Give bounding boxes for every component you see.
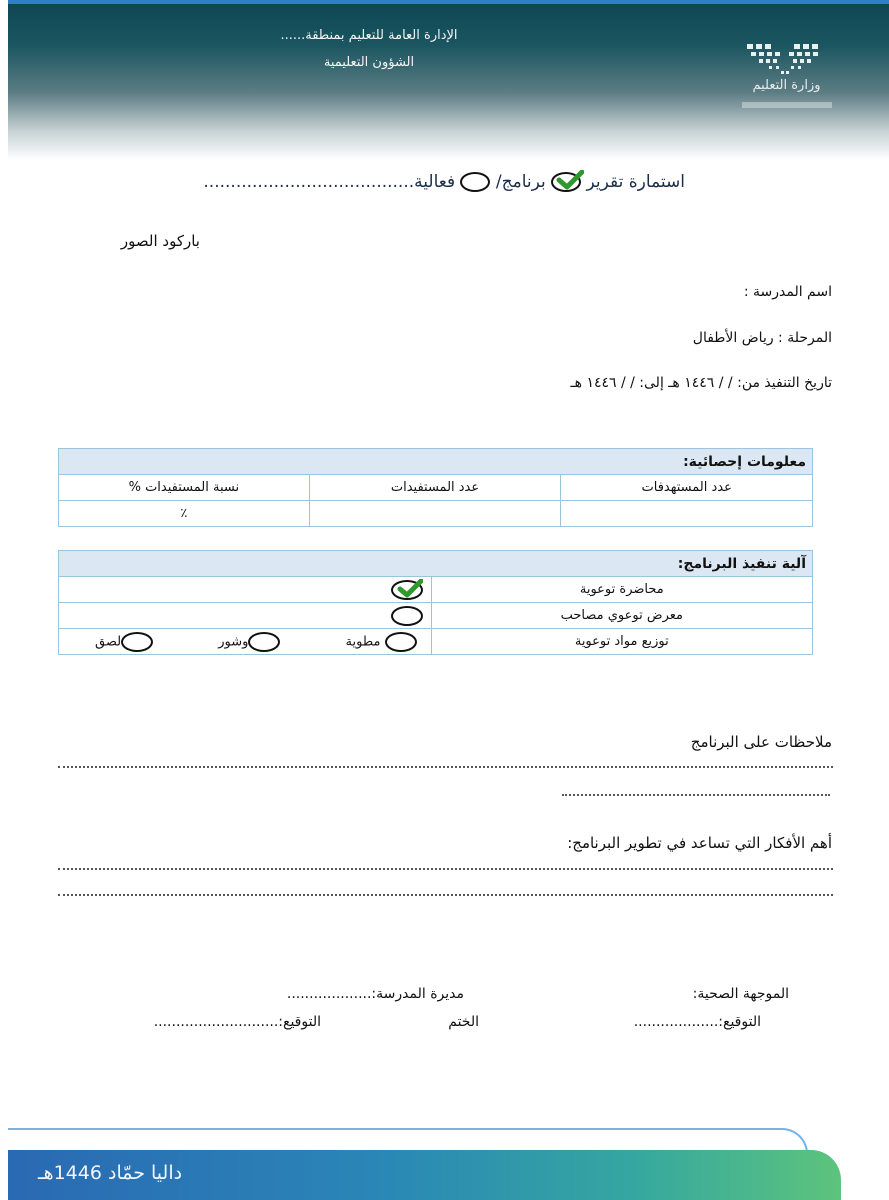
mechanism-label: معرض توعوي مصاحب	[431, 603, 812, 629]
health-guide-label: الموجهة الصحية:	[692, 986, 789, 1002]
ideas-label: أهم الأفكار التي تساعد في تطوير البرنامج:	[567, 834, 832, 852]
ideas-line-1[interactable]	[58, 868, 833, 870]
page-footer	[8, 1128, 889, 1200]
mechanism-row	[59, 629, 813, 655]
statistics-header-row	[59, 475, 813, 501]
mechanism-option-cell	[59, 603, 432, 629]
mechanism-label: محاضرة توعوية	[431, 577, 812, 603]
material-label: وشور	[218, 634, 249, 649]
col-beneficiaries: عدد المستفيدات	[309, 475, 561, 501]
header-line-2: الشؤون التعليمية	[323, 55, 415, 70]
mechanism-label: توزيع مواد توعوية	[431, 629, 812, 655]
school-name-field: اسم المدرسة :	[743, 284, 832, 300]
title-prefix: استمارة تقرير	[586, 172, 685, 192]
mechanism-row	[59, 577, 813, 603]
col-beneficiary-rate: نسبة المستفيدات %	[59, 475, 310, 501]
principal-label: مديرة المدرسة:...................	[286, 986, 464, 1002]
material-option-brochure[interactable]	[346, 632, 417, 652]
header-line-1: الإدارة العامة للتعليم بمنطقة......	[280, 28, 458, 43]
value-targeted[interactable]	[561, 501, 813, 527]
logo-subtitle-bar	[742, 102, 832, 108]
statistics-heading-row	[59, 449, 813, 475]
notes-line-2[interactable]	[562, 794, 830, 796]
col-targeted: عدد المستهدفات	[561, 475, 813, 501]
lecture-checkbox[interactable]	[391, 580, 423, 600]
mechanism-heading-row	[59, 551, 813, 577]
title-program-label: برنامج/	[495, 172, 546, 192]
check-icon	[397, 579, 423, 599]
mechanism-heading: آلية تنفيذ البرنامج:	[59, 551, 813, 577]
statistics-table	[58, 448, 813, 527]
page-header	[8, 0, 889, 160]
photo-barcode-label: باركود الصور	[120, 232, 200, 250]
footer-author: داليا حمّاد 1446هـ	[38, 1162, 183, 1184]
stage-field: المرحلة : رياض الأطفال	[692, 330, 832, 346]
ideas-line-2[interactable]	[58, 894, 833, 896]
mechanism-table	[58, 550, 813, 655]
signature-right[interactable]: التوقيع:...................	[633, 1014, 761, 1030]
signature-left[interactable]: التوقيع:............................	[153, 1014, 321, 1030]
form-title	[110, 172, 685, 192]
material-label: مطوية	[345, 634, 381, 649]
exhibition-checkbox[interactable]	[391, 606, 423, 626]
mechanism-row	[59, 603, 813, 629]
notes-line-1[interactable]	[58, 766, 833, 768]
material-option-flyer[interactable]	[218, 632, 280, 652]
execution-date-field: تاريخ التنفيذ من: / / ١٤٤٦ هـ إلى: / / ١٤٤٦ هـ	[570, 375, 832, 391]
materials-cell	[59, 629, 432, 655]
stamp-label: الختم	[448, 1014, 479, 1030]
program-option-checked[interactable]	[551, 172, 581, 192]
statistics-value-row	[59, 501, 813, 527]
header-text	[219, 22, 519, 76]
poster-checkbox[interactable]	[121, 632, 153, 652]
material-option-poster[interactable]	[95, 632, 153, 652]
value-beneficiary-rate[interactable]: ٪	[59, 501, 310, 527]
check-icon	[556, 170, 584, 190]
logo-text: وزارة التعليم	[752, 78, 821, 93]
logo-dots-icon	[739, 40, 834, 80]
title-event-label: فعالية	[414, 172, 456, 192]
event-option[interactable]	[460, 172, 490, 192]
statistics-heading: معلومات إحصائية:	[59, 449, 813, 475]
mechanism-option-cell	[59, 577, 432, 603]
header-accent-line	[8, 0, 889, 4]
material-label: لصق	[94, 634, 122, 649]
flyer-checkbox[interactable]	[248, 632, 280, 652]
notes-label: ملاحظات على البرنامج	[690, 733, 832, 751]
brochure-checkbox[interactable]	[385, 632, 417, 652]
title-dots: .......................................	[203, 172, 415, 192]
ministry-logo-icon	[739, 40, 834, 115]
value-beneficiaries[interactable]	[309, 501, 561, 527]
